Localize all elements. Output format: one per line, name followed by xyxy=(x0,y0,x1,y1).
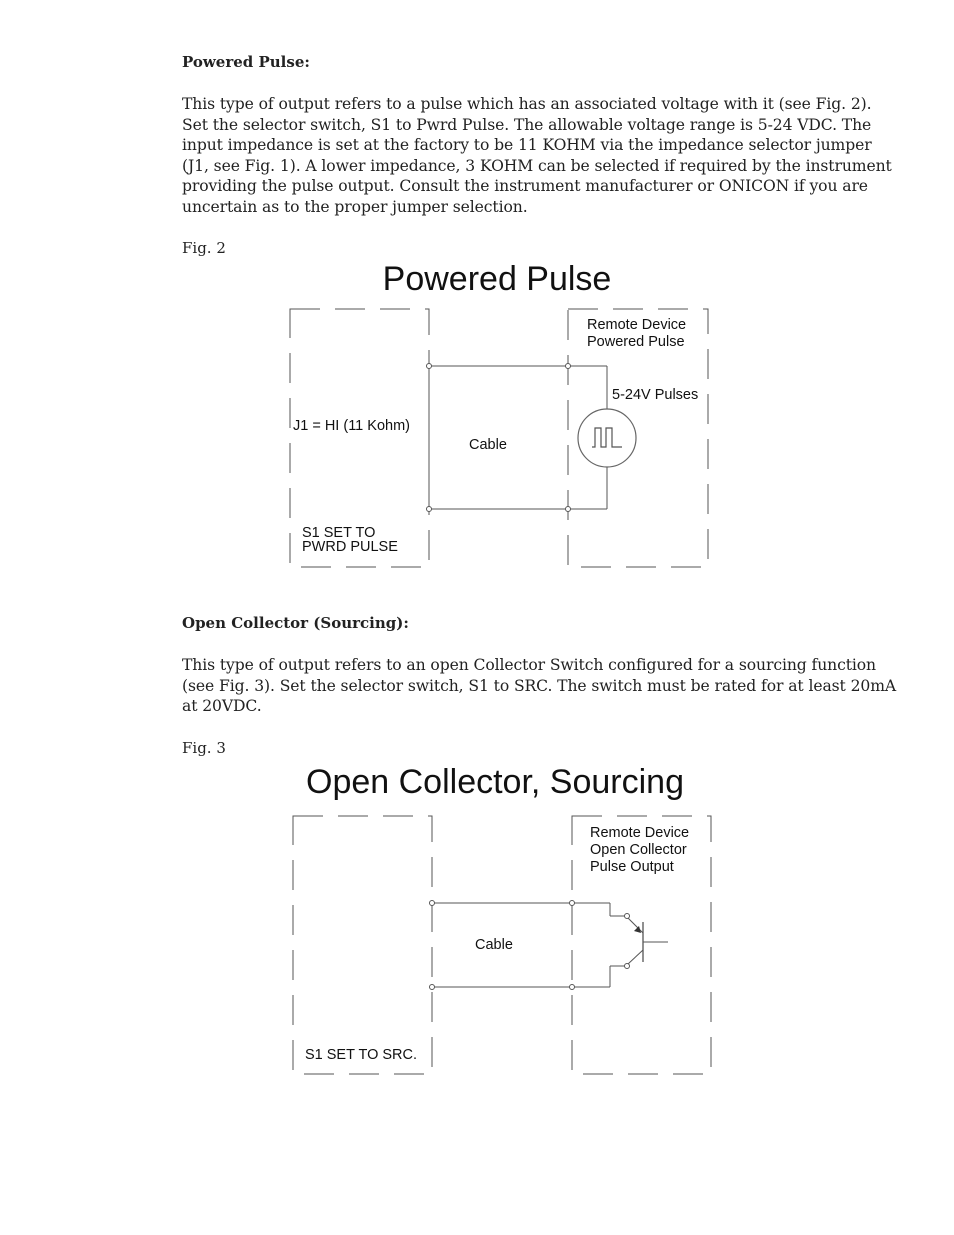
fig2-cable-label: Cable xyxy=(469,437,507,453)
paragraph-line: providing the pulse output. Consult the instrument manufacturer or ONICON if you are xyxy=(182,177,868,196)
fig2-terminal xyxy=(427,507,432,512)
fig2-diagram xyxy=(290,260,708,567)
fig2-remote-label: Powered Pulse xyxy=(587,334,685,350)
fig3-title: Open Collector, Sourcing xyxy=(306,763,684,801)
fig2-label: Fig. 2 xyxy=(182,239,226,257)
paragraph-line: input impedance is set at the factory to be 11 KOHM via the impedance selector jumper xyxy=(182,136,872,155)
fig3-diagram xyxy=(293,763,711,1074)
fig2-terminal xyxy=(427,364,432,369)
fig2-title: Powered Pulse xyxy=(382,260,612,298)
fig3-remote-label: Open Collector xyxy=(590,842,687,858)
fig2-j1-label: J1 = HI (11 Kohm) xyxy=(293,418,410,434)
fig2-remote-label: Remote Device xyxy=(587,317,687,333)
fig2-terminal xyxy=(566,507,571,512)
fig3-meter-box xyxy=(293,816,432,1074)
paragraph-line: This type of output refers to a pulse which has an associated voltage with it (see Fig. 2). xyxy=(182,95,872,113)
paragraph-line: uncertain as to the proper jumper selection. xyxy=(182,197,528,216)
paragraph-line: (see Fig. 3). Set the selector switch, S1 to SRC. The switch must be rated for at least 20mA xyxy=(182,676,897,695)
section-heading-open-collector: Open Collector (Sourcing): xyxy=(182,614,409,632)
section-heading-powered-pulse: Powered Pulse: xyxy=(182,53,310,71)
paragraph-line: Set the selector switch, S1 to Pwrd Pulse. The allowable voltage range is 5-24 VDC. The xyxy=(182,115,872,134)
pulse-source-icon xyxy=(578,409,636,467)
fig3-terminal xyxy=(430,985,435,990)
fig3-terminal xyxy=(570,985,575,990)
fig3-terminal xyxy=(430,901,435,906)
fig2-terminal xyxy=(566,364,571,369)
fig3-remote-label: Remote Device xyxy=(590,825,690,841)
fig3-remote-label: Pulse Output xyxy=(590,859,674,875)
fig3-s1-label: S1 SET TO SRC. xyxy=(305,1047,418,1063)
fig2-pulses-label: 5-24V Pulses xyxy=(612,387,699,403)
fig2-s1-label: S1 SET TO xyxy=(302,525,376,541)
paragraph-line: at 20VDC. xyxy=(182,697,262,716)
transistor-icon xyxy=(625,914,669,969)
paragraph-line: This type of output refers to an open Collector Switch configured for a sourcing function xyxy=(182,656,876,674)
fig3-label: Fig. 3 xyxy=(182,739,226,757)
fig3-terminal xyxy=(570,901,575,906)
fig3-cable-label: Cable xyxy=(475,937,513,953)
paragraph-line: (J1, see Fig. 1). A lower impedance, 3 KOHM can be selected if required by the instrument xyxy=(182,156,892,175)
fig2-s1-label: PWRD PULSE xyxy=(302,539,398,555)
